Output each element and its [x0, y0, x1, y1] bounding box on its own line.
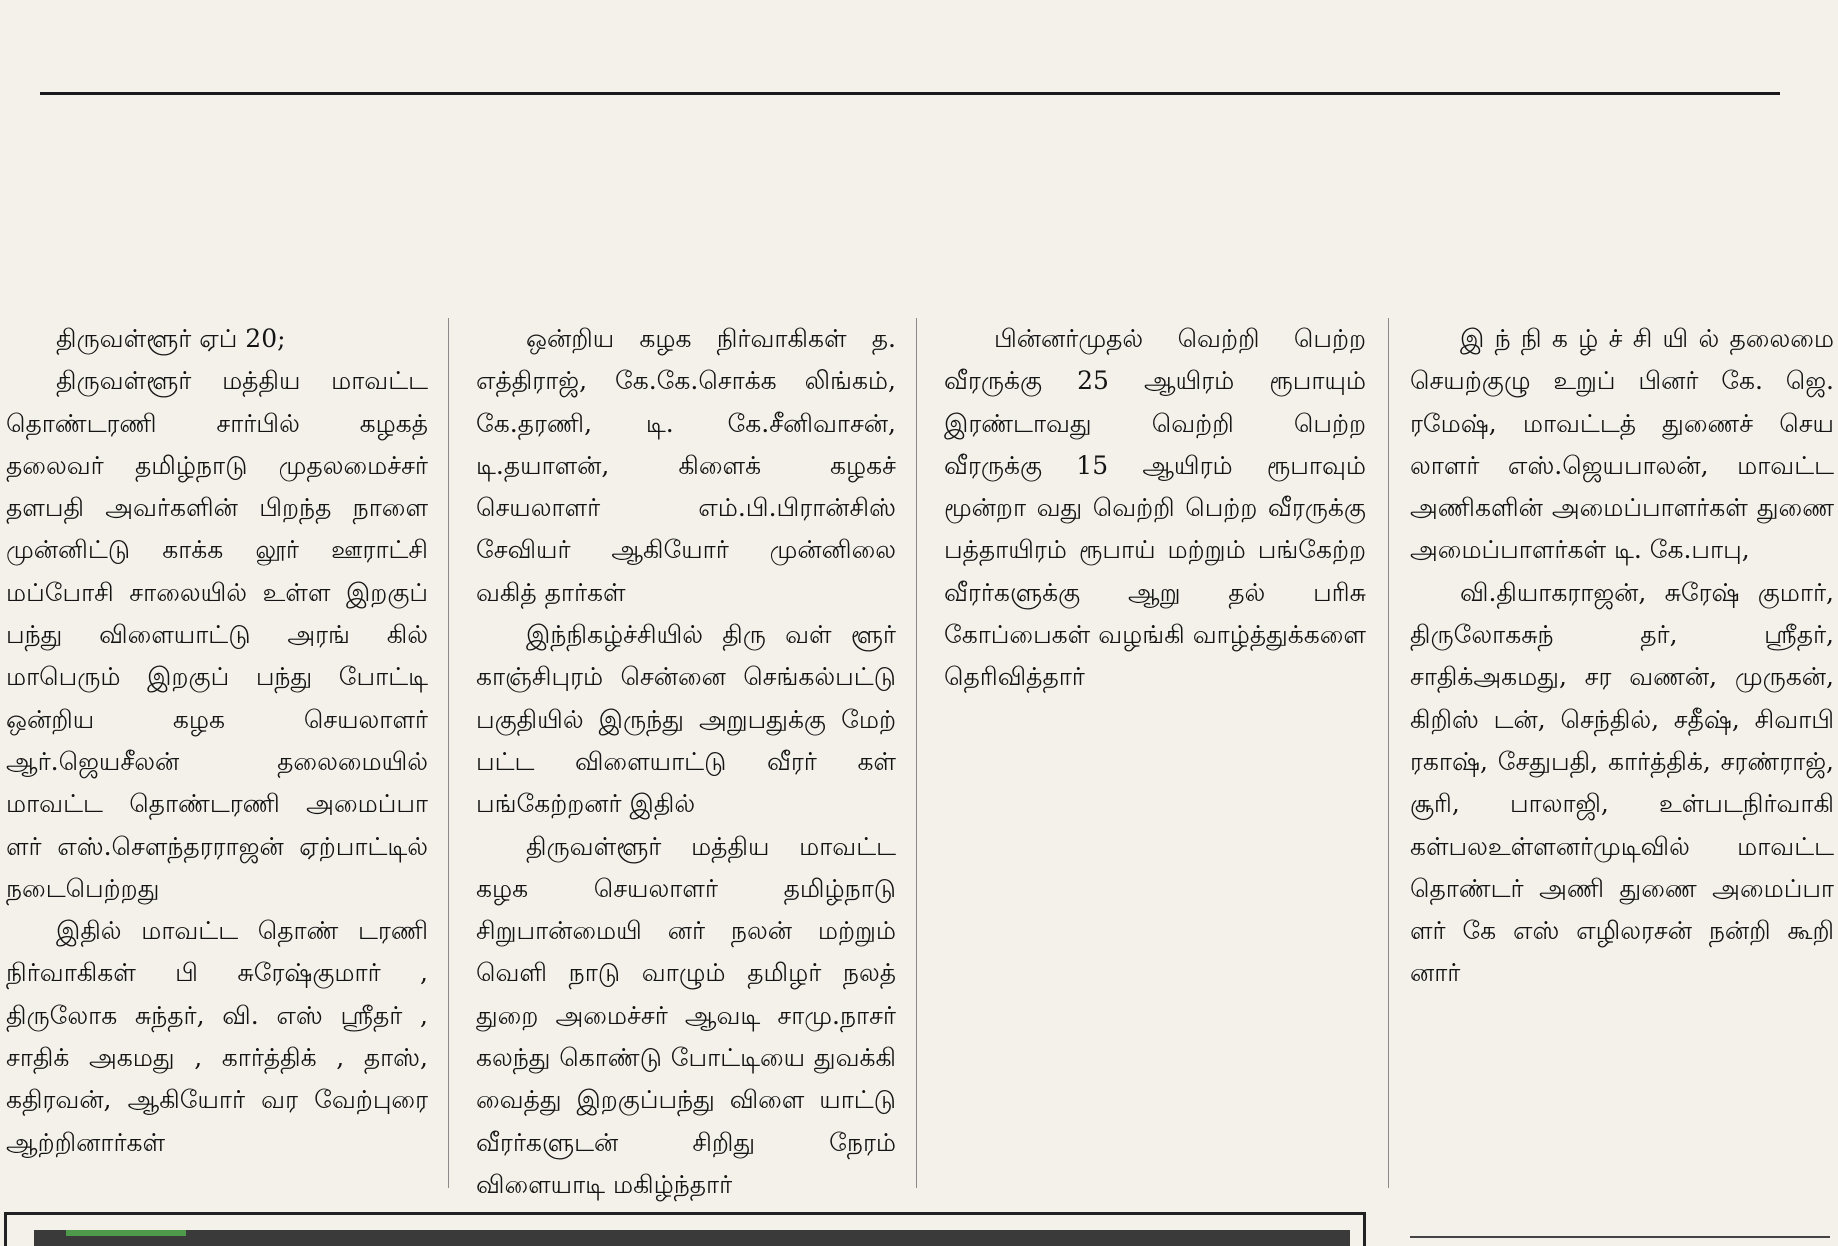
- kicker-rule: [40, 92, 1780, 95]
- paragraph-closing: வி.தியாகராஜன், சுரேஷ் குமார், திருலோகசுந் தர், ஸ்ரீதர், சாதிக்அகமது, சர வணன், முருகன், கிறிஸ் டன், செந்தில், சதீஷ், சிவாபி ரகாஷ், சேதுபதி, கார்த்திக், சரண்ராஜ், சூரி, பாலாஜி, உள்படநிர்வாகி கள்பலஉள்ளனர்முடிவில் மாவட்ட தொண்டர் அணி துணை அமைப்பா ளர் கே எஸ் எழிலரசன் நன்றி கூறி னார்: [1410, 577, 1834, 988]
- headline: [0, 104, 1838, 229]
- column-divider: [448, 318, 449, 1188]
- column-divider: [916, 318, 917, 1188]
- paragraph-intro: திருவள்ளூர் மத்திய மாவட்ட தொண்டரணி சார்பில் கழகத் தலைவர் தமிழ்நாடு முதலமைச்சர் தளபதி அவர்களின் பிறந்த நாளை முன்னிட்டு காக்க லூர் ஊராட்சி மப்போசி சாலையில் உள்ள இறகுப் பந்து விளையாட்டு அரங் கில் மாபெரும் இறகுப் பந்து போட்டி ஒன்றிய கழக செயலாளர் ஆர்.ஜெயசீலன் தலைமையில் மாவட்ட தொண்டரணி அமைப்பா ளர் எஸ்.சௌந்தரராஜன் ஏற்பாட்டில் நடைபெற்றது: [6, 366, 428, 903]
- column-divider: [1388, 318, 1389, 1188]
- paragraph-welcome: இதில் மாவட்ட தொண் டரணி நிர்வாகிகள் பி சுரேஷ்குமார் , திருலோக சுந்தர், வி. எஸ் ஸ்ரீதர் , சாதிக் அகமது , கார்த்திக் , தாஸ், கதிரவன், ஆகியோர் வர வேற்புரை ஆற்றினார்கள்: [6, 916, 428, 1157]
- column-2: [476, 318, 896, 1223]
- column-4: [1410, 318, 1834, 1223]
- dateline: திருவள்ளூர் ஏப் 20;: [56, 324, 286, 353]
- paragraph-prizes: பின்னர்முதல் வெற்றி பெற்ற வீரருக்கு 25 ஆயிரம் ரூபாயும் இரண்டாவது வெற்றி பெற்ற வீரருக்கு 15 ஆயிரம் ரூபாவும் மூன்றா வது வெற்றி பெற்ற வீரருக்கு பத்தாயிரம் ரூபாய் மற்றும் பங்கேற்ற வீரர்களுக்கு ஆறு தல் பரிசு கோப்பைகள் வழங்கி வாழ்த்துக்களை தெரிவித்தார்: [944, 324, 1366, 692]
- paragraph-presence: ஒன்றிய கழக நிர்வாகிகள் த. எத்திராஜ், கே.கே.சொக்க லிங்கம், கே.தரணி, டி. கே.சீனிவாசன், டி.தயாளன், கிளைக் கழகச் செயலாளர் எம்.பி.பிரான்சிஸ் சேவியர் ஆகியோர் முன்னிலை வகித் தார்கள்: [476, 324, 896, 607]
- column-1: [6, 318, 428, 1223]
- paragraph-attendees: இ ந் நி க ழ் ச் சி யி ல் தலைமை செயற்குழு உறுப் பினர் கே. ஜெ. ரமேஷ், மாவட்டத் துணைச் செய லாளர் எஸ்.ஜெயபாலன், மாவட்ட அணிகளின் அமைப்பாளர்கள் துணை அமைப்பாளர்கள் டி. கே.பாபு,: [1410, 324, 1834, 565]
- paragraph-participants: இந்நிகழ்ச்சியில் திரு வள் ளூர் காஞ்சிபுரம் சென்னை செங்கல்பட்டு பகுதியில் இருந்து அறுபதுக்கு மேற் பட்ட விளையாட்டு வீரர் கள் பங்கேற்றனர் இதில்: [476, 620, 896, 819]
- next-article-banner: [34, 1230, 1350, 1246]
- column-3: [944, 318, 1366, 1223]
- paragraph-minister: திருவள்ளூர் மத்திய மாவட்ட கழக செயலாளர் தமிழ்நாடு சிறுபான்மையி னர் நலன் மற்றும் வெளி நாடு வாழும் தமிழர் நலத் துறை அமைச்சர் ஆவடி சாமு.நாசர் கலந்து கொண்டு போட்டியை துவக்கி வைத்து இறகுப்பந்து விளை யாட்டு வீரர்களுடன் சிறிது நேரம் விளையாடி மகிழ்ந்தார்: [476, 831, 896, 1199]
- bottom-rule: [1410, 1236, 1830, 1238]
- next-article-accent: [66, 1230, 186, 1236]
- article-body: [0, 318, 1838, 1223]
